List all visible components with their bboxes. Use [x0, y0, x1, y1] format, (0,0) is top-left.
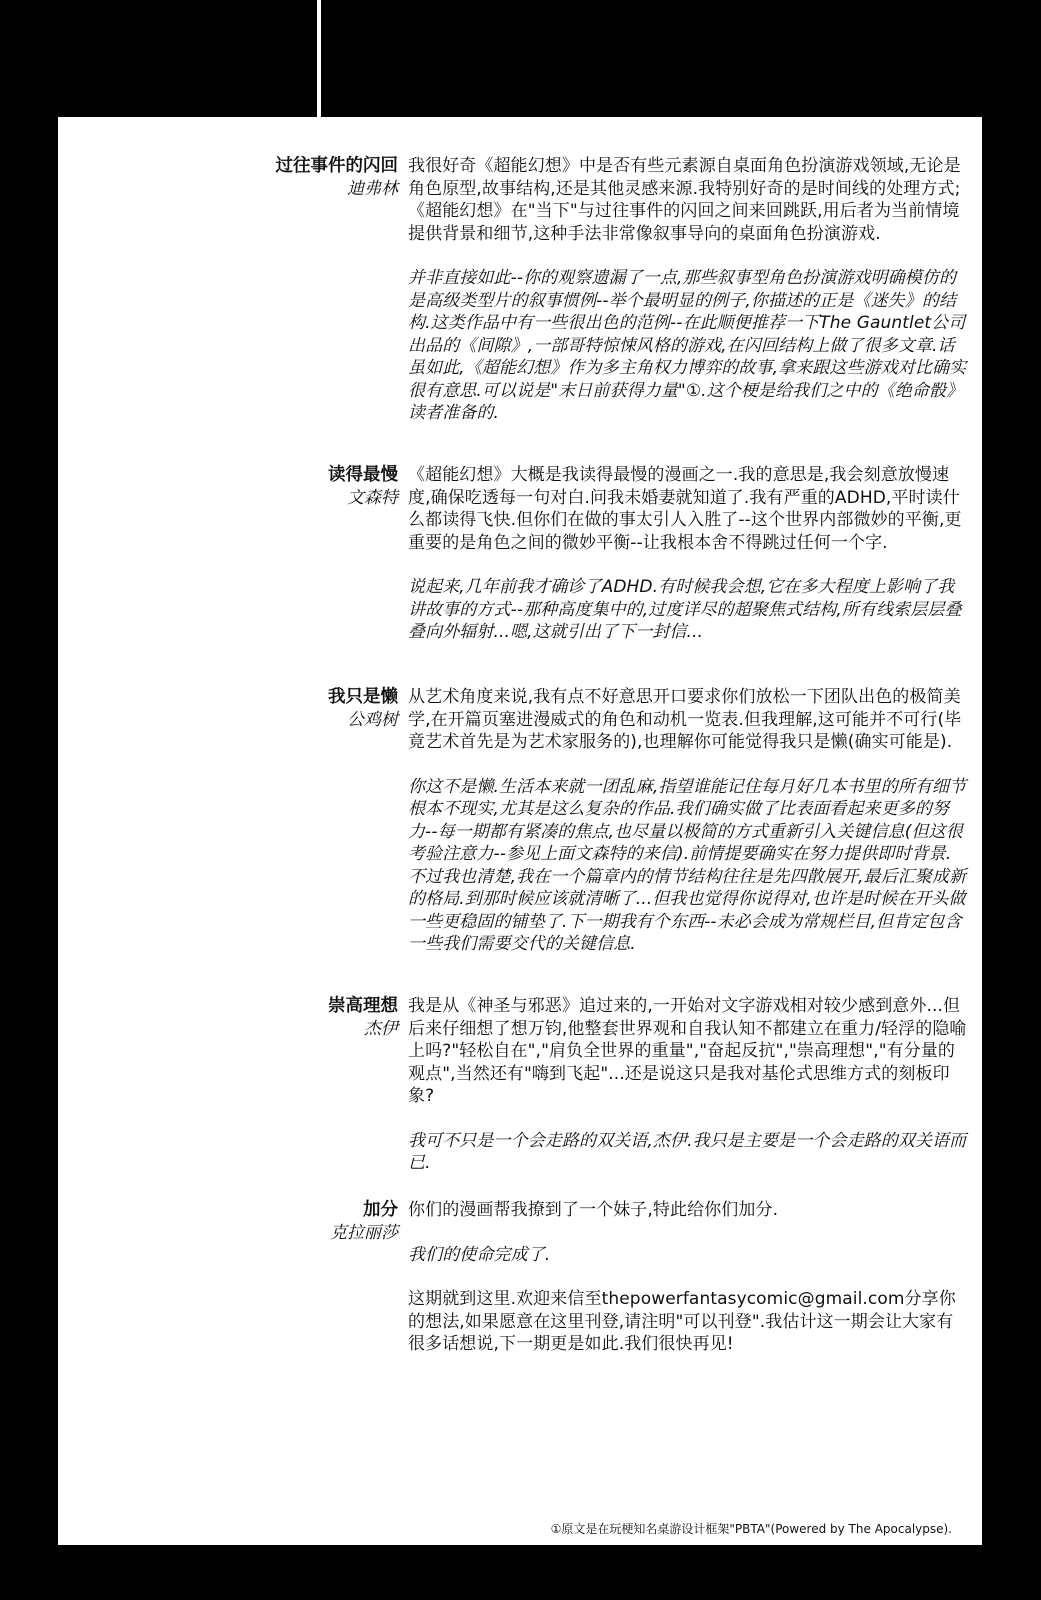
- letter-author: 迪弗林: [347, 179, 398, 199]
- panel-gutter-line: [317, 0, 321, 117]
- letter-title: 过往事件的闪回: [275, 156, 398, 176]
- letter-reply: 并非直接如此--你的观察遗漏了一点,那些叙事型角色扮演游戏明确模仿的是高级类型片的叙事惯例--举个最明显的例子,你描述的正是《迷失》的结构.这类作品中有一些很出色的范例--在此顺便推荐一下The Gauntlet公司出品的《间隙》,一部哥特惊悚风格的游戏,在闪回结构上做了很多文章.话虽如此,《超能幻想》作为多主角权力博弈的故事,拿来跟这些游戏对比确实很有意思.可以说是"末日前获得力量"①.这个梗是给我们之中的《绝命骰》读者准备的.: [408, 268, 967, 423]
- letter-body: [408, 686, 968, 978]
- letter-reply: 我可不只是一个会走路的双关语,杰伊.我只是主要是一个会走路的双关语而已.: [408, 1130, 967, 1173]
- letter-title: 崇高理想: [328, 996, 398, 1016]
- letter-reply: 你这不是懒.生活本来就一团乱麻,指望谁能记住每月好几本书里的所有细节根本不现实,尤其是这么复杂的作品.我们确实做了比表面看起来更多的努力--每一期都有紧凑的焦点,也尽量以极简的方式重新引入关键信息(但这很考验注意力--参见上面文森特的来信).前情提要确实在努力提供即时背景.不过我也清楚,我在一个篇章内的情节结构往往是先四散展开,最后汇聚成新的格局.到那时候应该就清晰了...但我也觉得你说得对,也许是时候在开头做一些更稳固的铺垫了.下一期我有个东西--未必会成为常规栏目,但肯定包含一些我们需要交代的关键信息.: [408, 776, 967, 954]
- letter-body: [408, 155, 968, 447]
- letter-header: [178, 1199, 398, 1245]
- letter-question: 我是从《神圣与邪恶》追过来的,一开始对文字游戏相对较少感到意外...但后来仔细想了想万钧,他整套世界观和自我认知不都建立在重力/轻浮的隐喻上吗?"轻松自在","肩负全世界的重量","奋起反抗","崇高理想","有分量的观点",当然还有"嗨到飞起"...还是说这只是我对基伦式思维方式的刻板印象?: [408, 996, 967, 1106]
- letter-header: [178, 995, 398, 1041]
- letter-header: [178, 464, 398, 510]
- letter-body: [408, 464, 968, 666]
- footnote: ①原文是在玩梗知名桌游设计框架"PBTA"(Powered by The Apocalypse).: [550, 1522, 952, 1536]
- letter-reply: 说起来,几年前我才确诊了ADHD.有时候我会想,它在多大程度上影响了我讲故事的方式--那种高度集中的,过度详尽的超聚焦式结构,所有线索层层叠叠向外辐射...嗯,这就引出了下一封信...: [408, 577, 962, 642]
- letter-author: 克拉丽莎: [330, 1223, 398, 1243]
- letter-author: 杰伊: [364, 1019, 398, 1039]
- closing-note: 这期就到这里.欢迎来信至thepowerfantasycomic@gmail.com分享你的想法,如果愿意在这里刊登,请注明"可以刊登".我估计这一期会让大家有很多话想说,下一期更是如此.我们很快再见!: [408, 1289, 956, 1354]
- letter-author: 文森特: [347, 488, 398, 508]
- letter-author: 公鸡树: [347, 710, 398, 730]
- letter-header: [178, 686, 398, 732]
- letter-body: [408, 995, 968, 1197]
- letter-title: 加分: [363, 1200, 398, 1220]
- letters-page: [58, 117, 982, 1545]
- letter-reply: 我们的使命完成了.: [408, 1244, 551, 1265]
- letter-title: 我只是懒: [328, 687, 398, 707]
- letter-header: [178, 155, 398, 201]
- letter-question: 我很好奇《超能幻想》中是否有些元素源自桌面角色扮演游戏领域,无论是角色原型,故事结构,还是其他灵感来源.我特别好奇的是时间线的处理方式;《超能幻想》在"当下"与过往事件的闪回之间来回跳跃,用后者为当前情境提供背景和细节,这种手法非常像叙事导向的桌面角色扮演游戏.: [408, 156, 961, 244]
- letter-question: 你们的漫画帮我撩到了一个妹子,特此给你们加分.: [408, 1200, 779, 1220]
- letter-title: 读得最慢: [328, 465, 398, 485]
- letter-question: 从艺术角度来说,我有点不好意思开口要求你们放松一下团队出色的极简美学,在开篇页塞进漫威式的角色和动机一览表.但我理解,这可能并不可行(毕竟艺术首先是为艺术家服务的),也理解你可能觉得我只是懒(确实可能是).: [408, 687, 962, 752]
- letter-question: 《超能幻想》大概是我读得最慢的漫画之一.我的意思是,我会刻意放慢速度,确保吃透每一句对白.问我未婚妻就知道了.我有严重的ADHD,平时读什么都读得飞快.但你们在做的事太引人入胜了--这个世界内部微妙的平衡,更重要的是角色之间的微妙平衡--让我根本舍不得跳过任何一个字.: [408, 465, 962, 553]
- letter-body: [408, 1199, 968, 1378]
